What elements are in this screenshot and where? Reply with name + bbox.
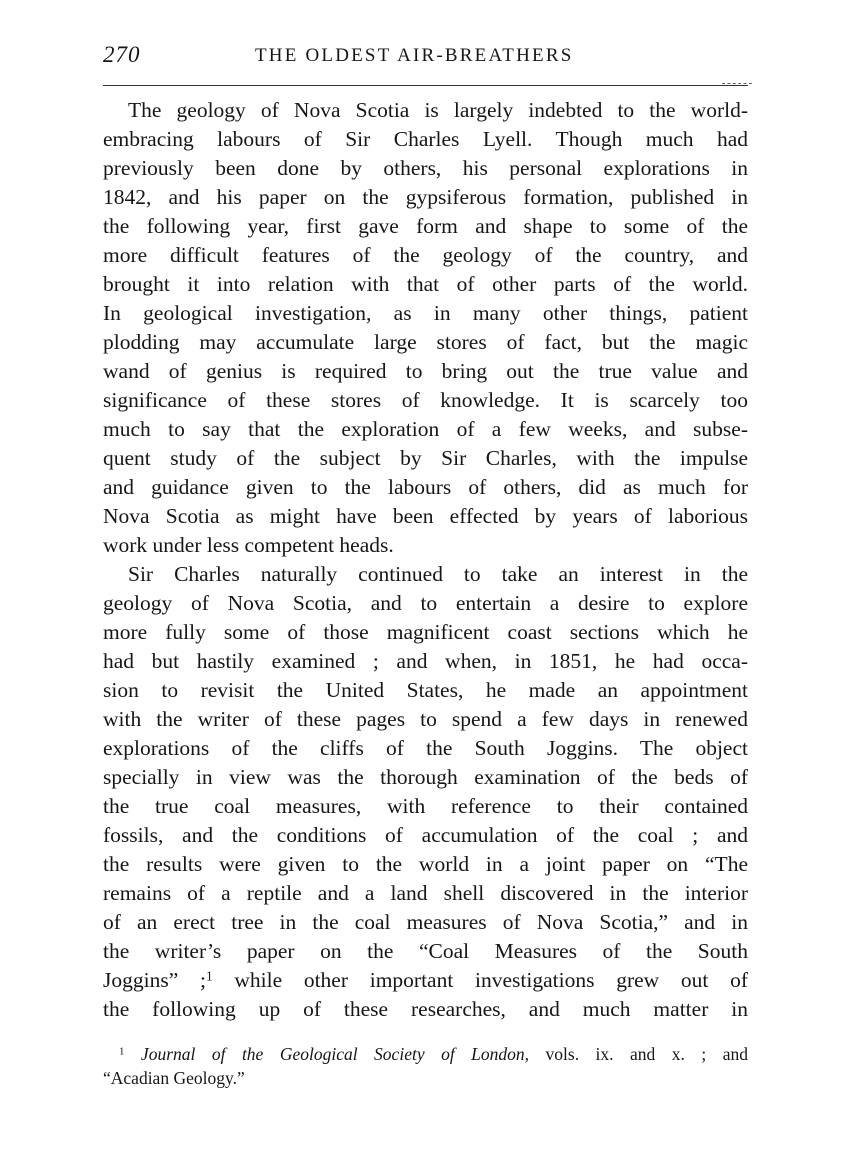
body-text [103,96,748,1024]
text-line: Nova Scotia as might have been effected by years of laborious [103,504,748,528]
running-title: THE OLDEST AIR-BREATHERS [255,45,574,66]
running-head [103,42,748,74]
text-line: of an erect tree in the coal measures of Nova Scotia,” and in [103,910,748,934]
text-line: the true coal measures, with reference to their contained [103,794,748,818]
text-line: work under less competent heads. [103,533,394,557]
footnote-marker: 1 [119,1045,125,1058]
footnote [103,1042,748,1066]
text-line: had but hastily examined ; and when, in 1851, he had occa- [103,649,748,673]
text-line [103,966,748,995]
header-rule-tail [722,83,752,84]
text-line: remains of a reptile and a land shell discovered in the interior [103,881,748,905]
header-rule [103,85,748,86]
text-line: plodding may accumulate large stores of fact, but the magic [103,330,748,354]
text-line: and guidance given to the labours of others, did as much for [103,475,748,499]
text-line: wand of genius is required to bring out the true value and [103,359,748,383]
text-line: In geological investigation, as in many other things, patient [103,301,748,325]
footnote-reference[interactable]: 1 [205,968,213,984]
text-line: sion to revisit the United States, he made an appointment [103,678,748,702]
footnote-text: vols. ix. and x. ; and [529,1044,749,1064]
footnotes [103,1042,748,1090]
text-line: brought it into relation with that of other parts of the world. [103,272,748,296]
text-line: The geology of Nova Scotia is largely indebted to the world- [128,98,748,122]
text-line: the following year, first gave form and shape to some of the [103,214,748,238]
text-line: the following up of these researches, and much matter in [103,997,748,1021]
text-line: geology of Nova Scotia, and to entertain a desire to explore [103,591,748,615]
text-segment: Joggins” ; [103,968,206,992]
text-line: 1842, and his paper on the gypsiferous formation, published in [103,185,748,209]
text-line: significance of these stores of knowledge. It is scarcely too [103,388,748,412]
text-line: embracing labours of Sir Charles Lyell. Though much had [103,127,748,151]
text-line: much to say that the exploration of a few weeks, and subse- [103,417,748,441]
text-line: specially in view was the thorough examination of the beds of [103,765,748,789]
footnote-continuation: “Acadian Geology.” [103,1068,245,1088]
text-line: more fully some of those magnificent coast sections which he [103,620,748,644]
text-line: more difficult features of the geology of the country, and [103,243,748,267]
text-line: with the writer of these pages to spend a few days in renewed [103,707,748,731]
text-line: previously been done by others, his personal explorations in [103,156,748,180]
text-line: the writer’s paper on the “Coal Measures of the South [103,939,748,963]
text-line: explorations of the cliffs of the South Joggins. The object [103,736,748,760]
text-line: the results were given to the world in a joint paper on “The [103,852,748,876]
text-line: Sir Charles naturally continued to take an interest in the [128,562,748,586]
text-segment: while other important investigations grew out of [212,968,748,992]
page-number: 270 [103,42,141,67]
text-line: fossils, and the conditions of accumulation of the coal ; and [103,823,748,847]
text-line: quent study of the subject by Sir Charles, with the impulse [103,446,748,470]
footnote-journal-title: Journal of the Geological Society of London, [140,1044,530,1064]
